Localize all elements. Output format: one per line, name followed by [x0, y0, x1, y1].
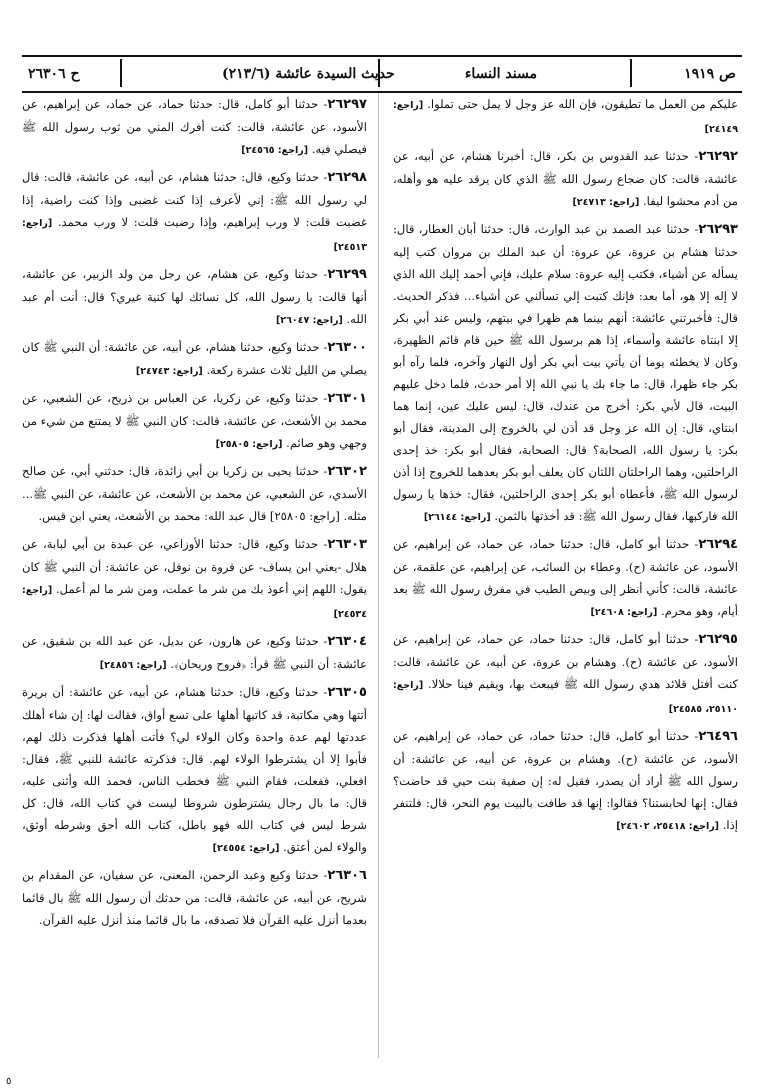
hadith-range: ح ٢٦٣٠٦	[28, 66, 80, 82]
hadith-entry: ٢٦٢٩٣- حدثنا عبد الصمد بن عبد الوارث، قال: حدثنا أبان العطار، قال: حدثنا هشام بن عروة، عن عروة: أن عبد الملك بن مروان كتب إليه يسأله عن أشياء، فكتب إليه عروة: سلام عليك، فإني أحمد إليك الله الذي لا إله إلا هو، أما بعد: فإنك كتبت إلي تسألني عن أشياء... فذكر الحديث. قال: فأخبرتني عائشة: أنهم بينما هم ظهرا في بيتهم، وليس عند أبي بكر إلا ابنتاه عائشة وأسماء، إذا هم برسول الله ﷺ حين قام قائم الظهيرة، وكان لا يخطئه يوما أن يأتي بيت أبي بكر أول النهار وآخره، فلما رآه أبو بكر جاء ظهرا، قال: ما جاء بك يا نبي الله إلا أمر حدث، فلما دخل عليهم البيت، قال لأبي بكر: أخرج من عندك، قال: ليس عليك عين، إنما هما ابنتاي، قال: إن الله عز وجل قد أذن لي بالخروج إلى المدينة، فقال أبو بكر: يا رسول الله، الصحابة؟ قال: الصحابة، فقال أبو بكر: خذ إحدى الراحلتين، وهما الراحلتان اللتان كان يعلف أبو بكر يعدهما للخروج إذا أذن لرسول الله ﷺ، فأعطاه أبو بكر إحدى الراحلتين، فقال: خذها يا رسول الله فاركبها، فقال رسول الله ﷺ: قد أخذتها بالثمن. [راجع: ٢٦١٤٤]	[393, 222, 738, 523]
hadith-entry: ٢٦٣٠٣- حدثنا وكيع، قال: حدثنا الأوزاعي، عن عبدة بن أبي لبابة، عن هلال -يعني ابن يساف- عن فروة بن نوفل، عن عائشة: أن النبي ﷺ كان يقول: اللهم إني أعوذ بك من شر ما عملت، ومن شر ما لم أعمل. [راجع: ٢٤٥٣٤]	[22, 537, 367, 620]
folio-mark: ٥	[6, 1076, 12, 1087]
hadith-entry: ٢٦٢٩٥- حدثنا أبو كامل، قال: حدثنا حماد، عن حماد، عن إبراهيم، عن الأسود، عن عائشة (ح). وهشام بن عروة، عن أبيه، عن عائشة، قالت: كنت أفتل قلائد هدي رسول الله ﷺ فيبعث بها، ويقيم فينا حلالا. [راجع: ٢٥١١٠، ٢٤٥٨٥]	[393, 632, 738, 715]
hadith-entry: ٢٦٣٠٥- حدثنا وكيع، قال: حدثنا هشام، عن أبيه، عن عائشة: أن بريرة أتتها وهي مكاتبة، قد كاتبها أهلها على تسع أواق، فقالت لها: إن شاء أهلك عددتها لهم عدة واحدة وكان الولاء لي؟ فأتت أهلها فذكرت ذلك لهم، فأبوا إلا أن يشترطوا الولاء لهم. قال: فذكرته عائشة للنبي ﷺ، فقال: افعلي، ففعلت، فقام النبي ﷺ فخطب الناس، فحمد الله وأثنى عليه، قال: ما بال رجال يشترطون شروطا ليست في كتاب الله، قال: كل شرط ليس في كتاب الله فهو باطل، كتاب الله أحق وشرطه أوثق، والولاء لمن أعتق. [راجع: ٢٤٥٥٤]	[22, 685, 367, 854]
header-divider	[630, 59, 632, 87]
page-number: ص ١٩١٩	[684, 66, 736, 82]
left-column	[22, 93, 367, 1058]
hadith-entry: ٢٦٣٠٢- حدثنا يحيى بن زكريا بن أبي زائدة، قال: حدثني أبي، عن صالح الأسدي، عن الشعبي، عن محمد بن الأشعث، عن عائشة، عن النبي ﷺ... مثله. [راجع: ٢٥٨٠٥] قال عبد الله: محمد بن الأشعث، يعني ابن قيس.	[22, 464, 367, 523]
hadith-entry: ٢٦٢٩٤- حدثنا أبو كامل، قال: حدثنا حماد، عن حماد، عن إبراهيم، عن الأسود، عن عائشة (ح). وعطاء بن السائب، عن إبراهيم، عن علقمة، عن عائشة، قالت: كأني أنظر إلى وبيص الطيب في مفرق رسول الله ﷺ بعد أيام، وهو محرم. [راجع: ٢٤٦٠٨]	[393, 537, 738, 618]
hadith-entry: ٢٦٣٠٠- حدثنا وكيع، حدثنا هشام، عن أبيه، عن عائشة: أن النبي ﷺ كان يصلي من الليل ثلاث عشرة ركعة. [راجع: ٢٤٧٤٣]	[22, 340, 367, 377]
hadith-entry: ٢٦٢٩٨- حدثنا وكيع، قال: حدثنا هشام، عن أبيه، عن عائشة، قالت: قال لي رسول الله ﷺ: إني لأعرف إذا كنت غضبى وإذا كنت راضية، إذا غضبت قلت: لا ورب إبراهيم، وإذا رضيت قلت: لا ورب محمد. [راجع: ٢٤٥١٣]	[22, 170, 367, 253]
section-title: مسند النساء	[464, 66, 537, 82]
hadith-entry: ٢٦٢٩٧- حدثنا أبو كامل، قال: حدثنا حماد، عن حماد، عن إبراهيم، عن الأسود، عن عائشة، قالت: كنت أفرك المني من ثوب رسول الله ﷺ فيصلي فيه. [راجع: ٢٤٥٦٥]	[22, 97, 367, 156]
header-divider	[120, 59, 122, 87]
page-header	[22, 55, 742, 93]
hadith-entry: ٢٦٣٠٤- حدثنا وكيع، عن هارون، عن بديل، عن عبد الله بن شقيق، عن عائشة: أن النبي ﷺ قرأ: ﴿فروح وريحان﴾. [راجع: ٢٤٨٥٦]	[22, 634, 367, 671]
right-column	[393, 93, 738, 1058]
hadith-entry: ٢٦٤٩٦- حدثنا أبو كامل، قال: حدثنا حماد، عن حماد، عن إبراهيم، عن الأسود، عن عائشة (ح). وهشام بن عروة، عن أبيه، عن عائشة: أن رسول الله ﷺ أراد أن يصدر، فقيل له: إن صفية بنت حيي قد حاضت؟ فقال: إنها لحابستنا؟ فقالوا: إنها قد طافت بالبيت يوم النحر، قال: فلتنفر إذا. [راجع: ٢٥٤١٨، ٢٤٦٠٢]	[393, 729, 738, 832]
column-divider	[378, 93, 379, 1058]
hadith-entry: ٢٦٢٩٢- حدثنا عبد القدوس بن بكر، قال: أخبرنا هشام، عن أبيه، عن عائشة، قالت: كان ضجاع رسول الله ﷺ الذي كان يرقد عليه هو وأهله، من أدم محشوا ليفا. [راجع: ٢٤٧١٣]	[393, 149, 738, 208]
hadith-entry: ٢٦٣٠٦- حدثنا وكيع وعبد الرحمن، المعنى، عن سفيان، عن المقدام بن شريح، عن أبيه، عن عائشة، قالت: من حدثك أن رسول الله ﷺ بال قائما بعدما أنزل عليه القرآن فلا تصدقه، ما بال قائما منذ أنزل عليه القرآن.	[22, 868, 367, 927]
hadith-entry: ٢٦٣٠١- حدثنا وكيع، عن زكريا، عن العباس بن ذريح، عن الشعبي، عن محمد بن الأشعث، عن عائشة، قالت: كان النبي ﷺ لا يمتنع من شيء من وجهي وهو صائم. [راجع: ٢٥٨٠٥]	[22, 391, 367, 450]
subsection-title: حديث السيدة عائشة (٢١٣/٦)	[222, 66, 395, 82]
hadith-entry: عليكم من العمل ما تطيقون، فإن الله عز وجل لا يمل حتى تملوا. [راجع: ٢٤١٤٩]	[393, 97, 738, 135]
hadith-entry: ٢٦٢٩٩- حدثنا وكيع، عن هشام، عن رجل من ولد الزبير، عن عائشة، أنها قالت: يا رسول الله، كل نسائك لها كنية غيري؟ قال: أنت أم عبد الله. [راجع: ٢٦٠٤٧]	[22, 267, 367, 326]
